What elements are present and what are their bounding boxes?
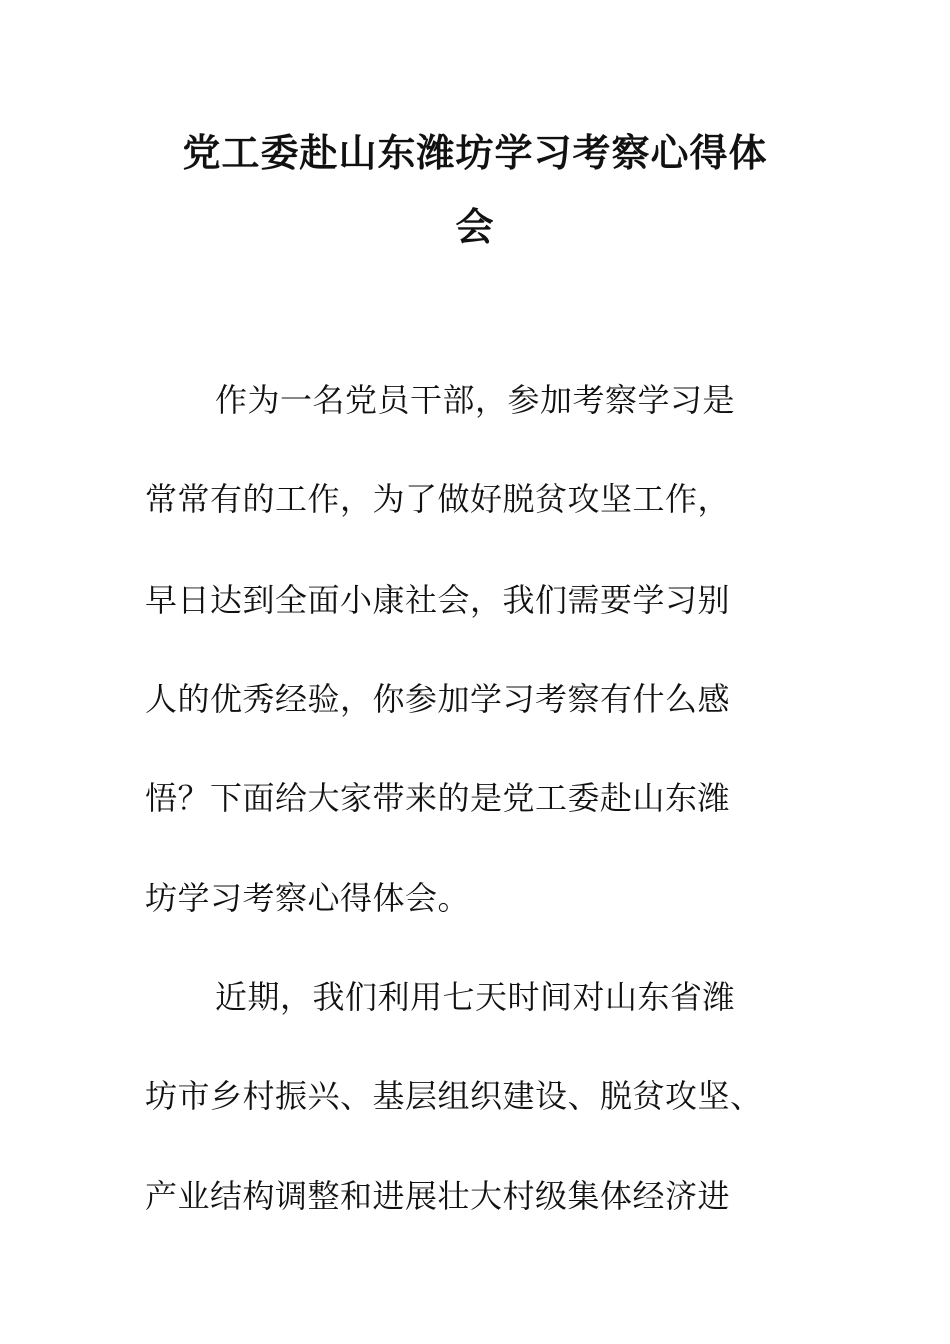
paragraph-2-line-3: 产业结构调整和进展壮大村级集体经济进: [145, 1177, 731, 1215]
document-title-line-1: 党工委赴山东潍坊学习考察心得体: [182, 131, 768, 175]
document-title-line-2: 会: [455, 205, 495, 249]
paragraph-1-line-5: 悟？下面给大家带来的是党工委赴山东潍: [145, 779, 731, 817]
paragraph-1-line-4: 人的优秀经验，你参加学习考察有什么感: [145, 680, 731, 718]
paragraph-2-line-1: 近期，我们利用七天时间对山东省潍: [215, 978, 736, 1016]
paragraph-1-line-1: 作为一名党员干部，参加考察学习是: [215, 381, 736, 419]
paragraph-1-line-6: 坊学习考察心得体会。: [145, 879, 471, 917]
paragraph-1-line-2: 常常有的工作，为了做好脱贫攻坚工作，: [145, 480, 731, 518]
paragraph-2-line-2: 坊市乡村振兴、基层组织建设、脱贫攻坚、: [145, 1077, 763, 1115]
paragraph-1-line-3: 早日达到全面小康社会，我们需要学习别: [145, 581, 731, 619]
